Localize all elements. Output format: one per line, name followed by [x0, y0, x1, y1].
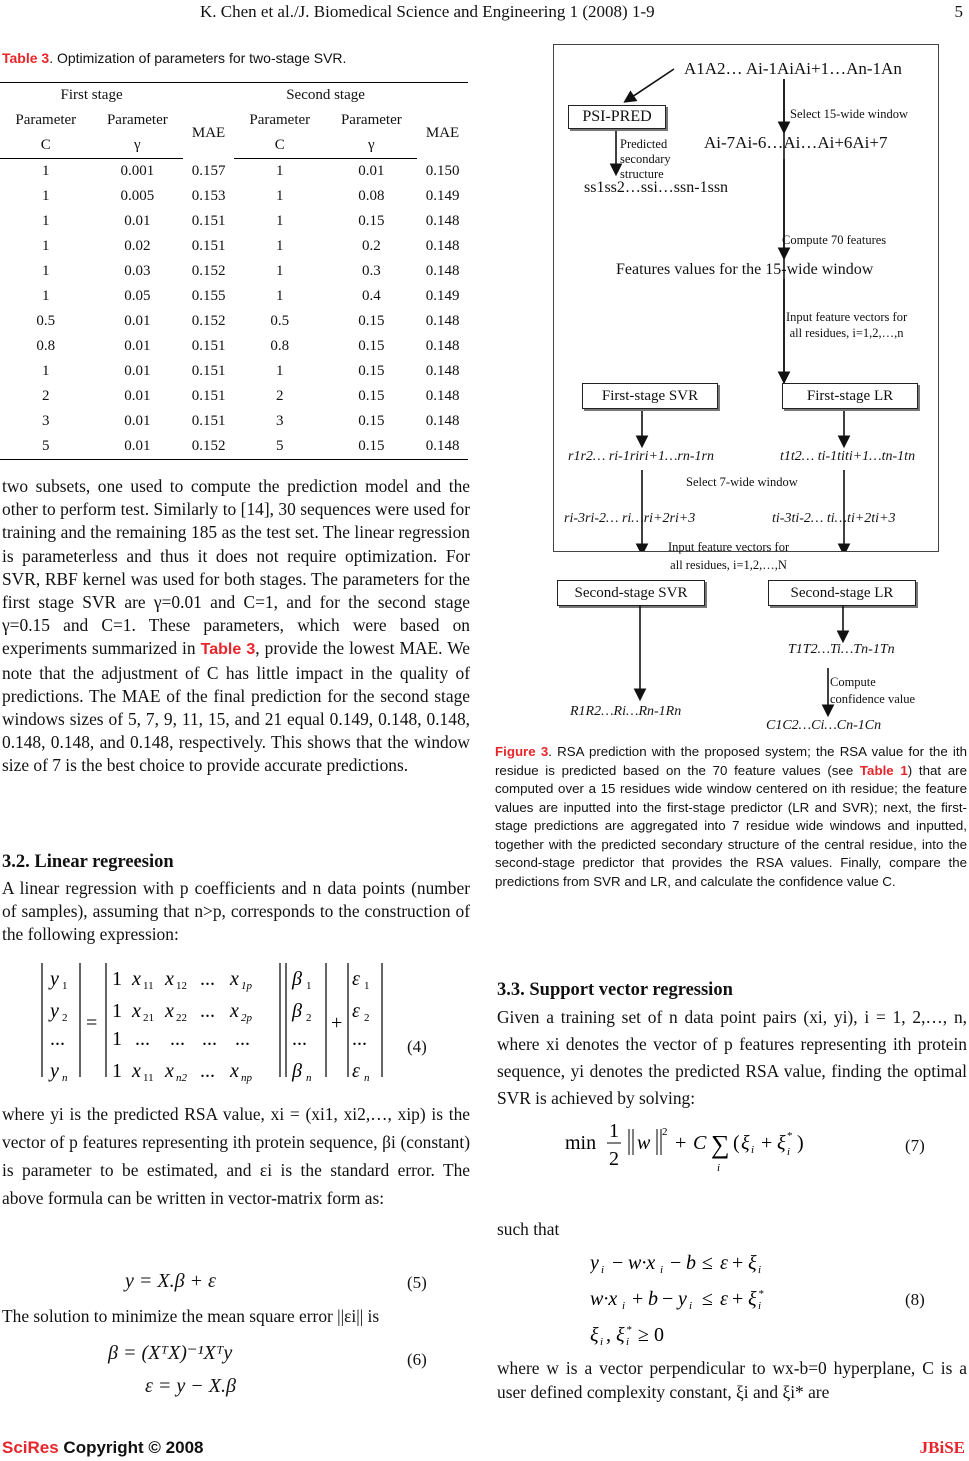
- features-values-label: Features values for the 15-wide window: [616, 261, 874, 278]
- svg-text:*: *: [626, 1324, 632, 1336]
- svg-text:x: x: [132, 1000, 141, 1022]
- table-cell: 0.5: [270, 313, 290, 329]
- table-row: [0, 284, 468, 309]
- table-cell: 0.151: [191, 413, 226, 429]
- table-cell: 1: [276, 213, 284, 229]
- table-cell: 0.149: [425, 288, 460, 304]
- body-paragraph-3: where yi is the predicted RSA value, xi = (xi1, xi2,…, xip) is the vector of p features representing ith protein sequence, βi (constant) is parameter to be estimated, and εi is the standard error. The above formula can be written in vector-matrix form as:: [2, 1104, 470, 1208]
- svg-text:w: w: [637, 1132, 651, 1154]
- svg-text:i: i: [689, 1300, 693, 1312]
- svg-text:2: 2: [62, 1012, 68, 1024]
- svg-text:b: b: [648, 1288, 658, 1310]
- svg-text:≤: ≤: [702, 1288, 713, 1310]
- svg-text:ξ: ξ: [616, 1324, 625, 1346]
- table-cell: 3: [42, 413, 50, 429]
- window-sequence: Ai-7Ai-6…Ai…Ai+6Ai+7: [704, 133, 888, 152]
- table1-reference: Table 1: [859, 762, 908, 778]
- svg-text:): ): [797, 1132, 804, 1154]
- table-row: [0, 334, 468, 359]
- svg-text:ξ: ξ: [741, 1132, 750, 1154]
- svg-text:...: ...: [292, 1028, 307, 1050]
- svg-text:...: ...: [170, 1028, 185, 1050]
- ss-sequence: ss1ss2…ssi…ssn-1ssn: [584, 179, 729, 196]
- t-sequence: t1t2… ti-1titi+1…tn-1tn: [780, 449, 916, 464]
- body-paragraph-2: A linear regression with p coefficients and n data points (number of samples), assuming that n>p, corresponds to the construction of the following expression:: [2, 878, 470, 945]
- table-cell: 1: [276, 288, 284, 304]
- table-cell: 0.8: [36, 338, 56, 354]
- svg-text:+: +: [732, 1288, 744, 1310]
- svg-text:β: β: [292, 968, 302, 990]
- svg-text:x: x: [230, 1060, 239, 1082]
- table-cell: 1: [276, 363, 284, 379]
- R-sequence: R1R2…Ri…Rn-1Rn: [570, 704, 682, 719]
- svg-text:21: 21: [143, 1012, 154, 1024]
- table-cell: 0.148: [425, 238, 460, 254]
- table-cell: 0.148: [417, 434, 468, 460]
- header-c: C: [0, 133, 92, 159]
- svg-text:y: y: [50, 1060, 59, 1082]
- figure-3-diagram: [553, 44, 939, 552]
- svg-text:...: ...: [135, 1028, 150, 1050]
- table-cell: 0.151: [191, 238, 226, 254]
- svg-text:i: i: [601, 1264, 605, 1276]
- table-cell: 0.01: [124, 313, 151, 329]
- table-cell: 0.152: [191, 263, 226, 279]
- input-feature-vectors-2: Input feature vectors for all residues, i=1,2,…,N: [668, 540, 790, 572]
- svg-text:w·x: w·x: [628, 1252, 656, 1274]
- table3-caption: [2, 50, 346, 66]
- table-cell: 0.151: [191, 338, 226, 354]
- table-row: [0, 184, 468, 209]
- table-row: [0, 159, 468, 185]
- T-sequence: T1T2…Ti…Tn-1Tn: [788, 642, 895, 657]
- svg-text:2p: 2p: [241, 1012, 252, 1024]
- svg-text:x: x: [165, 1000, 174, 1022]
- svg-text:ε: ε: [352, 1060, 360, 1082]
- table-cell: 0.05: [124, 288, 151, 304]
- svg-text:y: y: [590, 1252, 599, 1274]
- table-cell: 0.15: [358, 213, 385, 229]
- table-cell: 1: [42, 213, 50, 229]
- table-cell: 0.155: [191, 288, 226, 304]
- table-cell: 1: [42, 263, 50, 279]
- svg-text:+: +: [732, 1252, 744, 1274]
- table3-label: Table 3: [2, 50, 50, 66]
- equation-4: [30, 955, 470, 1090]
- table-cell: 5: [0, 434, 92, 460]
- svg-text:*: *: [758, 1288, 764, 1300]
- table-cell: 1: [276, 163, 284, 179]
- table-cell: 0.01: [124, 338, 151, 354]
- svg-text:ε: ε: [352, 968, 360, 990]
- figure-3-label: Figure 3: [495, 744, 549, 759]
- select-15-label: Select 15-wide window: [790, 107, 909, 121]
- svg-text:i: i: [626, 1336, 630, 1348]
- equation-6-number: (6): [407, 1350, 427, 1369]
- svg-text:i: i: [660, 1264, 664, 1276]
- svg-text:...: ...: [200, 1000, 215, 1022]
- table-cell: 0.01: [124, 363, 151, 379]
- table-row: [0, 209, 468, 234]
- table-cell: 0.5: [36, 313, 56, 329]
- group-second-stage: Second stage: [234, 83, 417, 109]
- copyright-text: Copyright © 2008: [58, 1438, 204, 1457]
- header-mae: MAE: [425, 124, 460, 141]
- table-cell: 0.148: [425, 413, 460, 429]
- svg-text:ξ: ξ: [748, 1288, 757, 1310]
- table-cell: 1: [276, 188, 284, 204]
- table-cell: 0.151: [191, 388, 226, 404]
- svg-text:x: x: [230, 968, 239, 990]
- svg-text:2: 2: [609, 1148, 619, 1170]
- second-stage-lr-box: Second-stage LR: [768, 580, 916, 606]
- input-sequence: A1A2… Ai-1AiAi+1…An-1An: [684, 59, 902, 78]
- table-cell: 0.151: [191, 213, 226, 229]
- svg-text:i: i: [717, 1162, 721, 1174]
- svg-text:min: min: [565, 1132, 597, 1154]
- r-sequence: r1r2… ri-1riri+1…rn-1rn: [568, 449, 714, 464]
- svg-text:1: 1: [364, 980, 370, 992]
- table-cell: 1: [42, 363, 50, 379]
- svg-text:=: =: [86, 1012, 98, 1034]
- body-paragraph-4: The solution to minimize the mean square error ||εi|| is: [2, 1306, 380, 1326]
- table-cell: 0.15: [326, 434, 418, 460]
- section-3-2-heading: 3.2. Linear regreesion: [2, 852, 174, 872]
- second-stage-svr-box: Second-stage SVR: [557, 580, 705, 606]
- table-cell: 2: [276, 388, 284, 404]
- table-cell: 0.8: [270, 338, 290, 354]
- svg-text:11: 11: [143, 1072, 154, 1084]
- svg-text:≥ 0: ≥ 0: [638, 1324, 664, 1346]
- svg-text:y: y: [50, 968, 59, 990]
- svg-text:,: ,: [606, 1324, 611, 1346]
- svg-text:ξ: ξ: [748, 1252, 757, 1274]
- svg-text:1: 1: [112, 968, 122, 990]
- svg-text:y: y: [50, 1000, 59, 1022]
- select-7-label: Select 7-wide window: [686, 475, 798, 489]
- header-parameter: Parameter: [249, 112, 311, 128]
- svg-text:−: −: [612, 1252, 624, 1274]
- svg-text:2: 2: [364, 1012, 370, 1024]
- svg-text:...: ...: [352, 1028, 367, 1050]
- table-cell: 0.152: [183, 434, 234, 460]
- page-footer: [2, 1438, 967, 1458]
- svg-text:1p: 1p: [241, 980, 252, 992]
- equation-4-number: (4): [407, 1037, 427, 1056]
- table-cell: 0.148: [425, 363, 460, 379]
- svg-text:ξ: ξ: [590, 1324, 599, 1346]
- table-row: [0, 309, 468, 334]
- running-header: [0, 2, 969, 24]
- header-mae: MAE: [191, 124, 226, 141]
- svg-text:w·x: w·x: [590, 1288, 618, 1310]
- table-cell: 0.15: [358, 313, 385, 329]
- table3: [0, 82, 468, 460]
- compute-70-label: Compute 70 features: [782, 233, 887, 247]
- svg-text:n: n: [306, 1072, 312, 1084]
- svg-text:b: b: [686, 1252, 696, 1274]
- svg-text:22: 22: [176, 1012, 187, 1024]
- header-gamma: γ: [326, 133, 418, 159]
- svg-text:∑: ∑: [711, 1130, 730, 1159]
- header-gamma: γ: [92, 133, 184, 159]
- svg-text:x: x: [165, 1060, 174, 1082]
- svg-text:1: 1: [306, 980, 312, 992]
- svg-text:−: −: [670, 1252, 682, 1274]
- svg-text:y: y: [678, 1288, 687, 1310]
- equation-5-number: (5): [407, 1273, 427, 1292]
- equation-8-number: (8): [905, 1290, 925, 1309]
- svg-text:...: ...: [202, 1028, 217, 1050]
- svg-text:i: i: [787, 1146, 791, 1158]
- first-stage-svr-box: First-stage SVR: [582, 383, 718, 409]
- table-row: [0, 259, 468, 284]
- table-cell: 5: [234, 434, 326, 460]
- header-parameter: Parameter: [340, 112, 402, 128]
- table-row: [0, 409, 468, 434]
- citation: K. Chen et al./J. Biomedical Science and Engineering 1 (2008) 1-9: [200, 2, 655, 21]
- svg-text:2: 2: [306, 1012, 312, 1024]
- journal-abbrev: JBiSE: [919, 1438, 965, 1457]
- svg-text:12: 12: [176, 980, 187, 992]
- svg-text:np: np: [241, 1072, 252, 1084]
- svg-text:...: ...: [200, 1060, 215, 1082]
- svg-text:≤: ≤: [702, 1252, 713, 1274]
- table-cell: 0.151: [191, 363, 226, 379]
- table-row: [0, 434, 468, 460]
- figure-3-caption: Figure 3. RSA prediction with the proposed system; the RSA value for the ith residue is predicted based on the 70 feature values (see Table 1) that are computed over a 15 residues wide window centered on ith residue; the feature values are inputted into the first-stage predictor (LR and SVR); next, the first-stage predictions are aggregated into 7 residue wide windows and inputted, together with the predicted secondary structure of the central residue, into the second-stage predictor that provides the RSA values. Finally, compare the predictions from SVR and LR, and calculate the confidence value C.: [495, 744, 967, 889]
- svg-text:β: β: [292, 1000, 302, 1022]
- svg-text:x: x: [230, 1000, 239, 1022]
- psi-pred-box: PSI-PRED: [568, 105, 666, 129]
- table-cell: 0.149: [425, 188, 460, 204]
- svg-text:i: i: [622, 1300, 626, 1312]
- table-cell: 3: [276, 413, 284, 429]
- svg-text:x: x: [132, 1060, 141, 1082]
- table-row: [0, 359, 468, 384]
- svg-text:+: +: [675, 1132, 687, 1154]
- header-c: C: [234, 133, 326, 159]
- r-window: ri-3ri-2… ri…ri+2ri+3: [564, 511, 696, 526]
- table-cell: 0.01: [124, 213, 151, 229]
- table-cell: 0.03: [124, 263, 151, 279]
- svg-text:(: (: [733, 1132, 740, 1154]
- svg-text:1: 1: [112, 1060, 122, 1082]
- svg-text:n2: n2: [176, 1072, 187, 1084]
- svg-text:1: 1: [112, 1028, 122, 1050]
- equation-8: [590, 1245, 810, 1355]
- svg-text:ξ: ξ: [777, 1132, 786, 1154]
- svg-text:1: 1: [62, 980, 68, 992]
- table-cell: 0.08: [358, 188, 385, 204]
- svg-text:β: β: [292, 1060, 302, 1082]
- table-cell: 1: [42, 188, 50, 204]
- table-cell: 0.001: [120, 163, 155, 179]
- svg-text:ε: ε: [720, 1252, 728, 1274]
- table-cell: 0.01: [124, 388, 151, 404]
- svg-text:2: 2: [662, 1126, 668, 1138]
- table-cell: 0.02: [124, 238, 151, 254]
- table-cell: 0.01: [92, 434, 184, 460]
- table-cell: 1: [276, 238, 284, 254]
- table-cell: 1: [276, 263, 284, 279]
- table-cell: 2: [42, 388, 50, 404]
- table-cell: 0.148: [425, 313, 460, 329]
- page-number: 5: [954, 2, 963, 21]
- svg-text:+: +: [761, 1132, 773, 1154]
- table-cell: 0.148: [425, 213, 460, 229]
- svg-text:1: 1: [112, 1000, 122, 1022]
- such-that: such that: [497, 1219, 560, 1239]
- svg-text:x: x: [132, 968, 141, 990]
- table-cell: 1: [42, 288, 50, 304]
- body-paragraph-1: two subsets, one used to compute the prediction model and the other to perform test. Similarly to [14], 30 sequences were used for training and the remaining 185 as the test set. The linear regression is parameterless and thus it does not require optimization. For SVR, RBF kernel was used for both stages. The parameters for the first stage SVR are γ=0.01 and C=1, and for the second stage γ=0.15 and C=1. These parameters, which were based on experiments summarized in Table 3, provide the lowest MAE. We note that the adjustment of C has little impact in the quality of predictions. The MAE of the final prediction for the second stage windows sizes of 5, 7, 9, 11, 15, and 21 equal 0.149, 0.148, 0.148, 0.148, 0.148, and 0.148, respectively. This shows that the window size of 7 is the best choice to provide accurate predictions.: [2, 476, 470, 776]
- svg-text:1: 1: [609, 1120, 619, 1142]
- svg-text:11: 11: [143, 980, 154, 992]
- equation-7: [565, 1115, 845, 1175]
- svg-text:...: ...: [235, 1028, 250, 1050]
- equation-5: y = X.β + ε: [125, 1270, 216, 1292]
- table-cell: 0.4: [361, 288, 381, 304]
- svg-text:+: +: [632, 1288, 644, 1310]
- t-window: ti-3ti-2… ti…ti+2ti+3: [772, 511, 896, 526]
- header-parameter: Parameter: [15, 112, 77, 128]
- input-feature-vectors-1: Input feature vectors for all residues, i=1,2,…,n: [786, 310, 908, 340]
- svg-text:...: ...: [50, 1028, 65, 1050]
- svg-text:n: n: [62, 1072, 68, 1084]
- equation-6b: ε = y − X.β: [145, 1375, 236, 1397]
- table-cell: 0.15: [358, 388, 385, 404]
- svg-text:*: *: [787, 1130, 793, 1142]
- table-cell: 0.148: [425, 338, 460, 354]
- compute-confidence-label: Compute confidence value: [830, 675, 916, 706]
- svg-text:−: −: [662, 1288, 674, 1310]
- svg-text:i: i: [751, 1144, 755, 1156]
- svg-text:C: C: [693, 1132, 707, 1154]
- header-parameter: Parameter: [106, 112, 168, 128]
- table-cell: 0.152: [191, 313, 226, 329]
- table-cell: 0.2: [361, 238, 381, 254]
- sciRes-brand: SciRes: [2, 1438, 59, 1457]
- equation-6a: β = (XᵀX)⁻¹Xᵀy: [108, 1342, 233, 1364]
- table-cell: 0.157: [191, 162, 226, 179]
- svg-text:+: +: [331, 1012, 343, 1034]
- table-cell: 0.148: [425, 388, 460, 404]
- equation-7-number: (7): [905, 1136, 925, 1155]
- table-cell: 0.153: [191, 188, 226, 204]
- svg-text:i: i: [600, 1336, 604, 1348]
- svg-text:i: i: [758, 1300, 762, 1312]
- table-cell: 0.005: [120, 188, 155, 204]
- table-cell: 0.3: [361, 263, 381, 279]
- table-cell: 0.150: [425, 162, 460, 179]
- table-cell: 0.15: [358, 338, 385, 354]
- svg-text:n: n: [364, 1072, 370, 1084]
- svg-text:ε: ε: [720, 1288, 728, 1310]
- table3-reference: Table 3: [200, 641, 256, 659]
- predicted-secondary-label: Predicted secondary structure: [620, 137, 671, 181]
- svg-text:ε: ε: [352, 1000, 360, 1022]
- svr-paragraph-1: Given a training set of n data point pairs (xi, yi), i = 1, 2,…, n, where xi denotes the vector of p features representing ith protein sequence, yi denotes the predicted RSA value, finding the optimal SVR is achieved by solving:: [497, 1007, 967, 1108]
- table-cell: 1: [42, 163, 50, 179]
- table-cell: 0.148: [425, 263, 460, 279]
- group-first-stage: First stage: [0, 83, 183, 109]
- svg-text:x: x: [165, 968, 174, 990]
- C-sequence: C1C2…Ci…Cn-1Cn: [766, 718, 882, 733]
- table-cell: 0.15: [358, 413, 385, 429]
- svg-text:i: i: [758, 1264, 762, 1276]
- table-cell: 0.15: [358, 363, 385, 379]
- table3-caption-text: . Optimization of parameters for two-stage SVR.: [49, 50, 347, 66]
- section-3-3-heading: 3.3. Support vector regression: [497, 980, 733, 1000]
- table-cell: 1: [42, 238, 50, 254]
- svr-paragraph-2: where w is a vector perpendicular to wx-b=0 hyperplane, C is a user defined complexity constant, ξi and ξi* are: [497, 1358, 967, 1402]
- table-cell: 0.01: [124, 413, 151, 429]
- table-cell: 0.01: [358, 163, 385, 179]
- svg-text:...: ...: [200, 968, 215, 990]
- table-row: [0, 384, 468, 409]
- first-stage-lr-box: First-stage LR: [782, 383, 918, 409]
- table-row: [0, 234, 468, 259]
